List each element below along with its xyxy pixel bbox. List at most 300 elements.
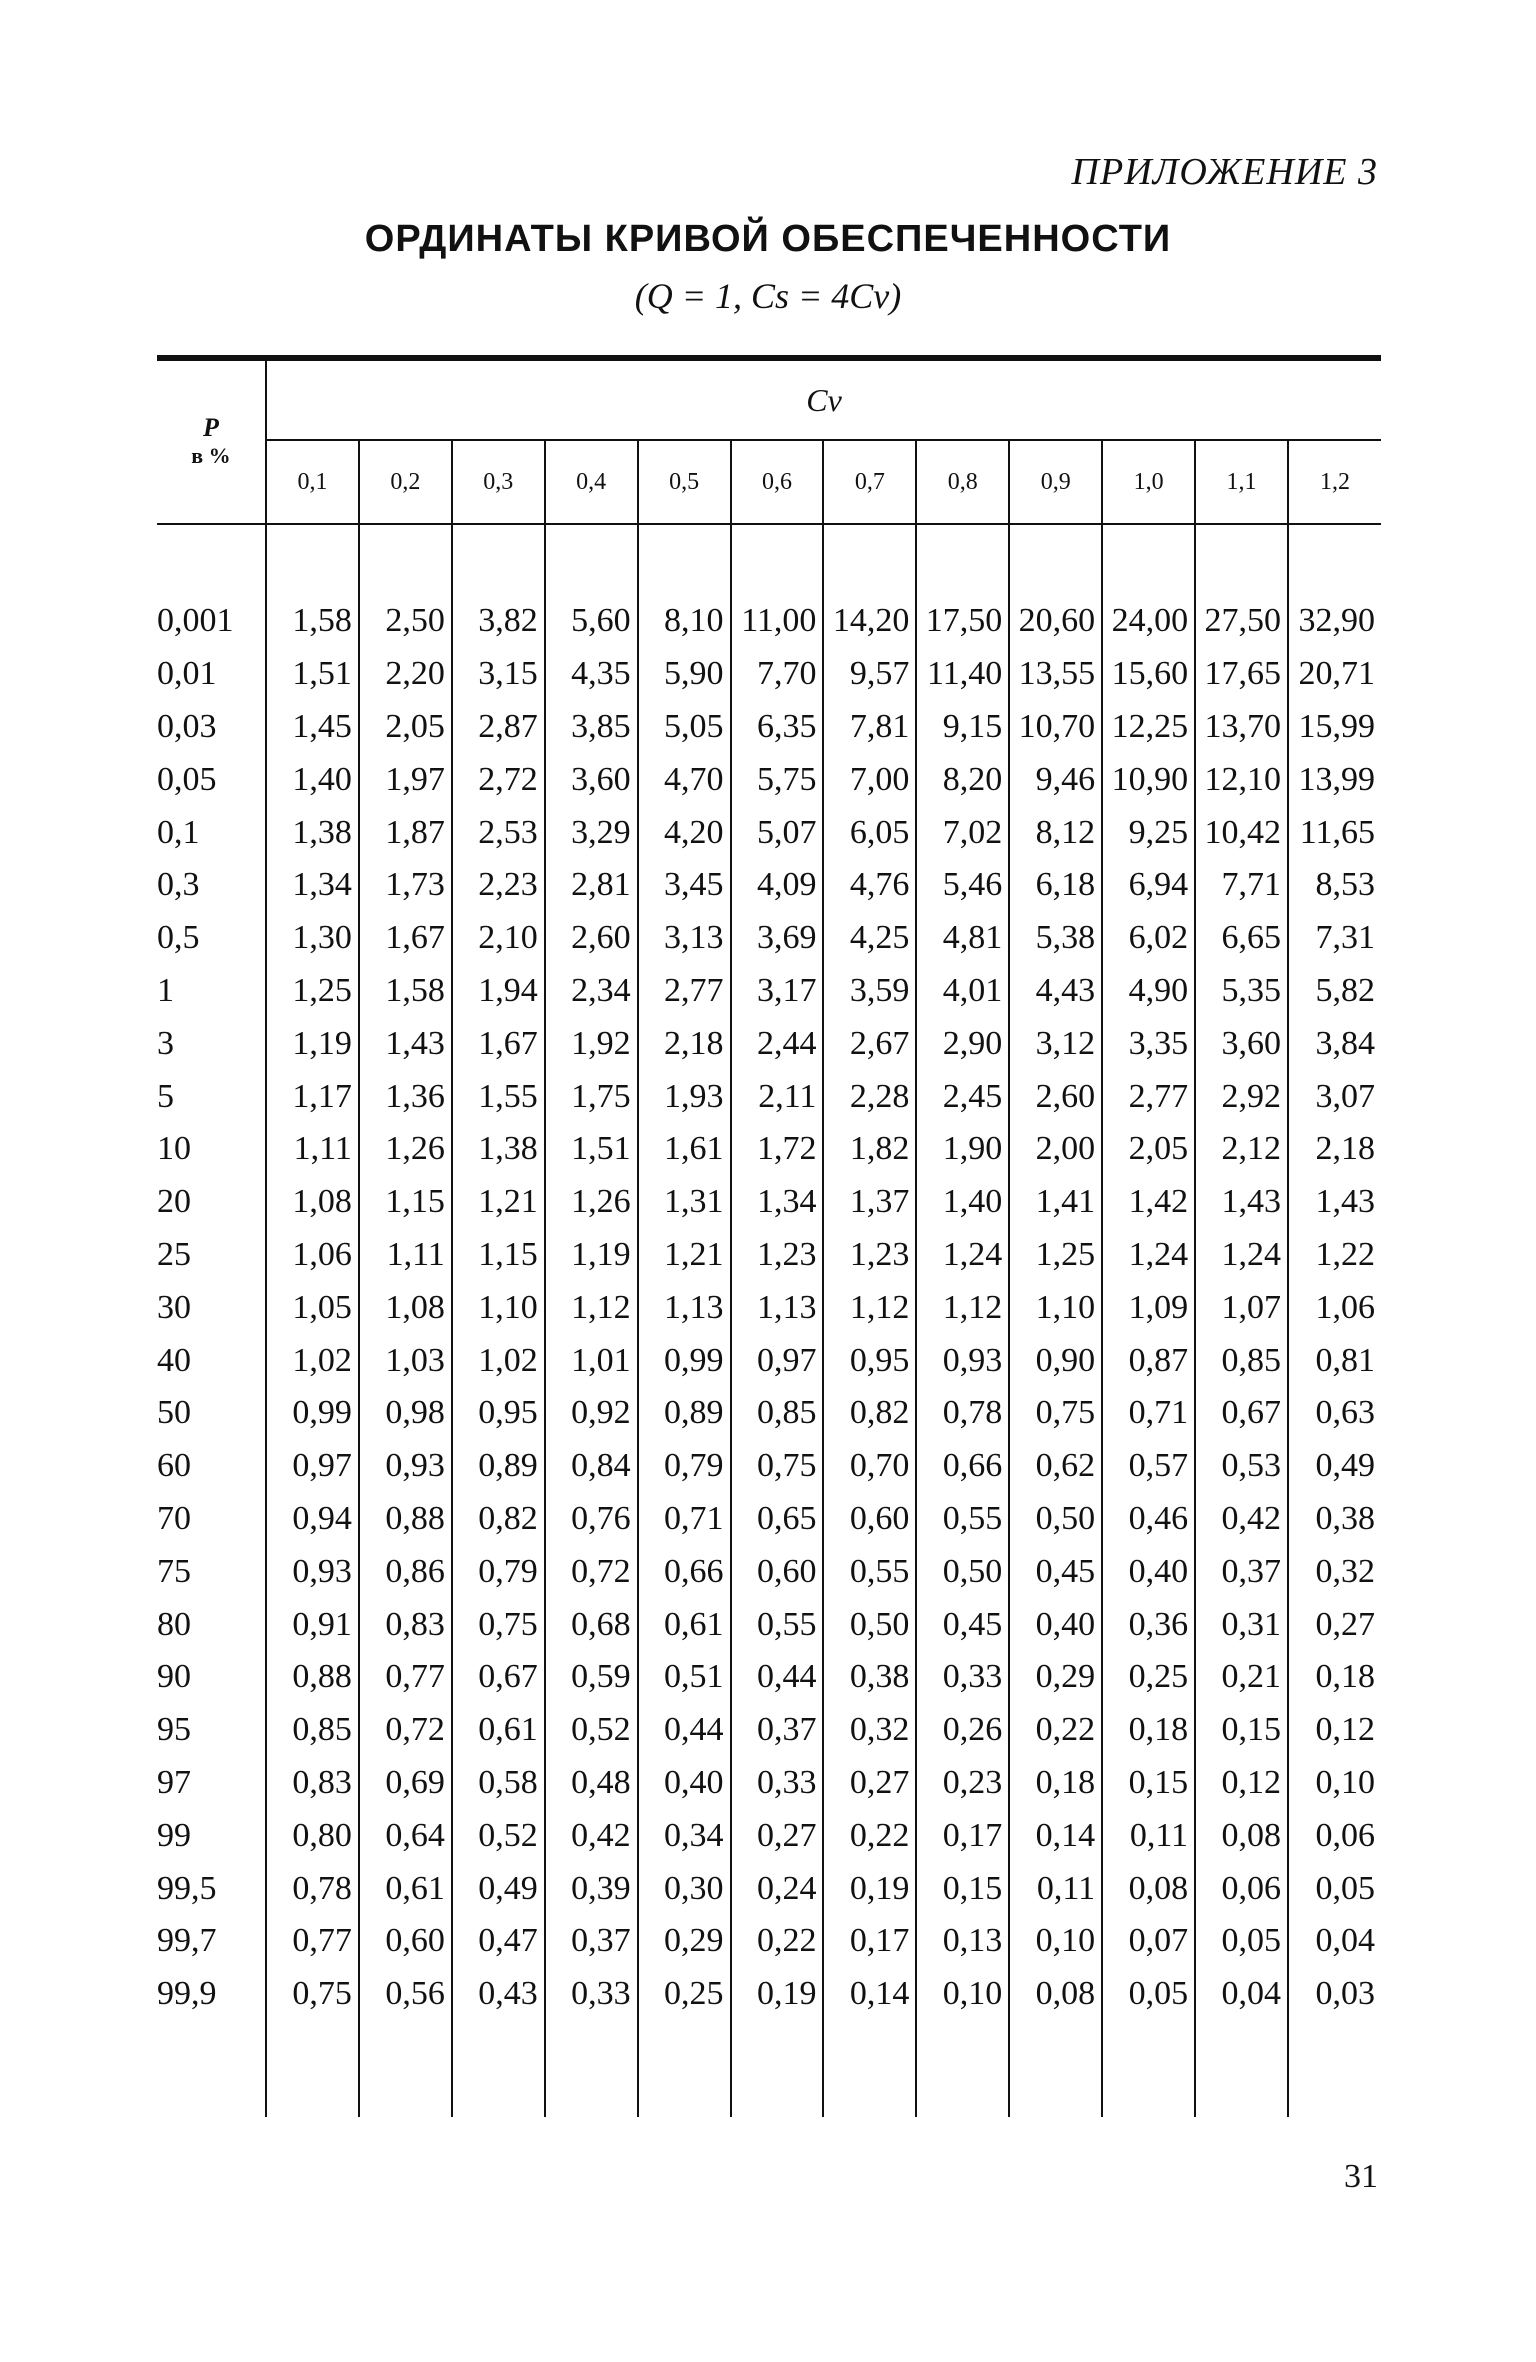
ordinate-cell: 0,37: [1195, 1545, 1288, 1598]
ordinate-cell: 0,97: [266, 1440, 359, 1493]
ordinate-cell: 0,12: [1195, 1757, 1288, 1810]
ordinate-cell: 4,81: [916, 912, 1009, 965]
ordinate-cell: 0,61: [359, 1862, 452, 1915]
ordinate-cell: 1,08: [266, 1176, 359, 1229]
ordinate-cell: 6,18: [1009, 859, 1102, 912]
ordinate-cell: 0,27: [1315, 1605, 1375, 1643]
p-value-cell: 0,3: [157, 859, 266, 912]
ordinate-cell: 3,82: [452, 595, 545, 648]
ordinate-cell: 14,20: [823, 595, 916, 648]
table-row: [157, 1704, 1381, 1757]
ordinate-cell: 0,80: [266, 1809, 359, 1862]
ordinate-cell: 5,07: [731, 806, 824, 859]
cv-header: Cv: [266, 361, 1381, 440]
ordinate-cell: 12,25: [1102, 701, 1195, 754]
ordinate-cell: 0,05: [1195, 1915, 1288, 1968]
ordinate-cell: 1,25: [266, 965, 359, 1018]
ordinate-cell: 0,60: [731, 1545, 824, 1598]
ordinate-cell: 0,71: [1102, 1387, 1195, 1440]
ordinate-cell: 27,50: [1195, 595, 1288, 648]
ordinate-cell: 1,02: [452, 1334, 545, 1387]
cv-column-header: 0,9: [1009, 440, 1102, 524]
ordinate-cell: 0,27: [731, 1809, 824, 1862]
cv-column-header: 0,4: [545, 440, 638, 524]
ordinate-cell: 1,90: [916, 1123, 1009, 1176]
ordinate-cell: 0,99: [266, 1387, 359, 1440]
ordinate-cell: 1,38: [452, 1123, 545, 1176]
ordinate-cell: 1,01: [545, 1334, 638, 1387]
table-row: [157, 595, 1381, 648]
ordinate-cell: 0,79: [452, 1545, 545, 1598]
ordinate-cell: 0,50: [916, 1545, 1009, 1598]
p-value-cell: 0,01: [157, 648, 266, 701]
ordinate-cell: 0,62: [1009, 1440, 1102, 1493]
ordinate-cell: 17,50: [916, 595, 1009, 648]
table-row: [157, 1070, 1381, 1123]
ordinate-cell: 0,55: [731, 1598, 824, 1651]
ordinate-cell: 13,99: [1298, 760, 1375, 798]
ordinate-cell: 10,70: [1009, 701, 1102, 754]
ordinate-cell: 0,38: [1315, 1499, 1375, 1537]
ordinate-cell: 0,25: [638, 1968, 731, 2021]
ordinate-cell: 3,13: [638, 912, 731, 965]
ordinate-cell: 0,89: [638, 1387, 731, 1440]
ordinate-cell: 1,08: [359, 1281, 452, 1334]
p-value-cell: 50: [157, 1387, 266, 1440]
ordinate-cell: 2,00: [1009, 1123, 1102, 1176]
ordinate-cell: 0,37: [545, 1915, 638, 1968]
ordinate-cell: 0,68: [545, 1598, 638, 1651]
table-row: [157, 1281, 1381, 1334]
table-body: [157, 524, 1381, 2117]
ordinate-cell: 9,15: [916, 701, 1009, 754]
ordinate-cell: 0,08: [1102, 1862, 1195, 1915]
ordinate-cell: 3,60: [1195, 1017, 1288, 1070]
ordinate-cell: 0,93: [359, 1440, 452, 1493]
ordinate-cell: 2,11: [731, 1070, 824, 1123]
ordinate-cell: 0,32: [823, 1704, 916, 1757]
ordinate-cell: 0,31: [1195, 1598, 1288, 1651]
ordinate-cell: 0,84: [545, 1440, 638, 1493]
ordinate-cell: 8,10: [638, 595, 731, 648]
p-value-cell: 99,9: [157, 1968, 266, 2021]
ordinate-cell: 0,58: [452, 1757, 545, 1810]
table-row: [157, 1387, 1381, 1440]
ordinate-cell: 1,87: [359, 806, 452, 859]
ordinate-cell: 3,29: [545, 806, 638, 859]
ordinate-cell: 0,64: [359, 1809, 452, 1862]
ordinate-cell: 0,32: [1315, 1552, 1375, 1590]
ordinate-cell: 2,90: [916, 1017, 1009, 1070]
ordinate-cell: 0,17: [916, 1809, 1009, 1862]
ordinate-cell: 1,03: [359, 1334, 452, 1387]
ordinate-cell: 1,34: [731, 1176, 824, 1229]
ordinate-cell: 0,75: [1009, 1387, 1102, 1440]
ordinate-cell: 0,04: [1315, 1922, 1375, 1960]
ordinate-cell: 2,87: [452, 701, 545, 754]
p-value-cell: 20: [157, 1176, 266, 1229]
ordinate-cell: 1,67: [452, 1017, 545, 1070]
ordinate-cell: 5,90: [638, 648, 731, 701]
ordinate-cell: 0,76: [545, 1493, 638, 1546]
ordinate-cell: 8,53: [1315, 866, 1375, 904]
ordinate-cell: 0,52: [452, 1809, 545, 1862]
ordinate-cell: 0,83: [266, 1757, 359, 1810]
probability-table: [157, 361, 1381, 2117]
table-row: [157, 912, 1381, 965]
ordinate-cell: 1,21: [452, 1176, 545, 1229]
ordinate-cell: 0,45: [1009, 1545, 1102, 1598]
ordinate-cell: 7,71: [1195, 859, 1288, 912]
ordinate-cell: 1,12: [545, 1281, 638, 1334]
ordinate-cell: 0,07: [1102, 1915, 1195, 1968]
page-title: ОРДИНАТЫ КРИВОЙ ОБЕСПЕЧЕННОСТИ: [364, 218, 1172, 260]
ordinate-cell: 1,11: [359, 1229, 452, 1282]
ordinate-cell: 1,58: [359, 965, 452, 1018]
table-row: [157, 1598, 1381, 1651]
table-tail-row: [157, 2021, 1381, 2117]
ordinate-cell: 0,56: [359, 1968, 452, 2021]
ordinate-cell: 0,14: [1009, 1809, 1102, 1862]
ordinate-cell: 0,49: [452, 1862, 545, 1915]
ordinate-cell: 2,20: [359, 648, 452, 701]
table-row: [157, 1915, 1381, 1968]
ordinate-cell: 0,48: [545, 1757, 638, 1810]
ordinate-cell: 2,18: [638, 1017, 731, 1070]
ordinate-cell: 0,15: [1195, 1704, 1288, 1757]
ordinate-cell: 0,25: [1102, 1651, 1195, 1704]
ordinate-cell: 1,92: [545, 1017, 638, 1070]
ordinate-cell: 0,39: [545, 1862, 638, 1915]
ordinate-cell: 0,82: [452, 1493, 545, 1546]
ordinate-cell: 4,01: [916, 965, 1009, 1018]
ordinate-cell: 0,08: [1009, 1968, 1102, 2021]
ordinate-cell: 5,05: [638, 701, 731, 754]
ordinate-cell: 3,15: [452, 648, 545, 701]
ordinate-cell: 0,98: [359, 1387, 452, 1440]
cv-column-header: 0,3: [452, 440, 545, 524]
ordinate-cell: 0,50: [823, 1598, 916, 1651]
table-row: [157, 859, 1381, 912]
ordinate-cell: 1,15: [359, 1176, 452, 1229]
ordinate-cell: 0,15: [1102, 1757, 1195, 1810]
ordinate-cell: 2,10: [452, 912, 545, 965]
ordinate-cell: 2,60: [1009, 1070, 1102, 1123]
table-row: [157, 1968, 1381, 2021]
ordinate-cell: 0,12: [1315, 1711, 1375, 1749]
ordinate-cell: 0,94: [266, 1493, 359, 1546]
ordinate-cell: 0,69: [359, 1757, 452, 1810]
ordinate-cell: 0,18: [1315, 1658, 1375, 1696]
ordinate-cell: 1,45: [266, 701, 359, 754]
ordinate-cell: 10,42: [1195, 806, 1288, 859]
ordinate-cell: 9,46: [1009, 753, 1102, 806]
ordinate-cell: 0,42: [1195, 1493, 1288, 1546]
ordinate-cell: 1,51: [266, 648, 359, 701]
ordinate-cell: 24,00: [1102, 595, 1195, 648]
ordinate-cell: 6,05: [823, 806, 916, 859]
ordinate-cell: 4,20: [638, 806, 731, 859]
table-row: [157, 1809, 1381, 1862]
ordinate-cell: 1,93: [638, 1070, 731, 1123]
ordinate-cell: 1,55: [452, 1070, 545, 1123]
ordinate-cell: 0,34: [638, 1809, 731, 1862]
ordinate-cell: 0,49: [1315, 1447, 1375, 1485]
ordinate-cell: 0,15: [916, 1862, 1009, 1915]
ordinate-cell: 0,59: [545, 1651, 638, 1704]
ordinate-cell: 1,06: [1315, 1288, 1375, 1326]
ordinate-cell: 3,60: [545, 753, 638, 806]
ordinate-cell: 0,53: [1195, 1440, 1288, 1493]
ordinate-cell: 1,12: [823, 1281, 916, 1334]
ordinate-cell: 5,46: [916, 859, 1009, 912]
ordinate-cell: 1,40: [266, 753, 359, 806]
ordinate-cell: 1,09: [1102, 1281, 1195, 1334]
ordinate-cell: 0,40: [638, 1757, 731, 1810]
ordinate-cell: 1,12: [916, 1281, 1009, 1334]
p-value-cell: 95: [157, 1704, 266, 1757]
ordinate-cell: 0,14: [823, 1968, 916, 2021]
cv-column-header: 1,2: [1288, 440, 1381, 524]
p-value-cell: 25: [157, 1229, 266, 1282]
ordinate-cell: 2,05: [359, 701, 452, 754]
ordinate-cell: 0,67: [1195, 1387, 1288, 1440]
cv-column-header: 0,2: [359, 440, 452, 524]
ordinate-cell: 1,67: [359, 912, 452, 965]
ordinate-cell: 0,05: [1315, 1869, 1375, 1907]
ordinate-cell: 0,66: [638, 1545, 731, 1598]
ordinate-cell: 2,12: [1195, 1123, 1288, 1176]
ordinate-cell: 0,75: [731, 1440, 824, 1493]
ordinate-cell: 0,29: [1009, 1651, 1102, 1704]
ordinate-cell: 1,34: [266, 859, 359, 912]
ordinate-cell: 5,38: [1009, 912, 1102, 965]
ordinate-cell: 2,05: [1102, 1123, 1195, 1176]
ordinate-cell: 0,18: [1009, 1757, 1102, 1810]
ordinate-cell: 3,69: [731, 912, 824, 965]
ordinate-cell: 1,15: [452, 1229, 545, 1282]
ordinate-cell: 0,46: [1102, 1493, 1195, 1546]
ordinate-cell: 11,00: [731, 595, 824, 648]
ordinate-cell: 0,26: [916, 1704, 1009, 1757]
ordinate-cell: 4,25: [823, 912, 916, 965]
ordinate-cell: 2,77: [1102, 1070, 1195, 1123]
ordinate-cell: 0,11: [1009, 1862, 1102, 1915]
ordinate-cell: 0,42: [545, 1809, 638, 1862]
table-row: [157, 1757, 1381, 1810]
ordinate-cell: 10,90: [1102, 753, 1195, 806]
ordinate-cell: 5,60: [545, 595, 638, 648]
ordinate-cell: 1,02: [266, 1334, 359, 1387]
table-row: [157, 1440, 1381, 1493]
ordinate-cell: 0,81: [1315, 1341, 1375, 1379]
ordinate-cell: 3,45: [638, 859, 731, 912]
ordinate-cell: 0,93: [916, 1334, 1009, 1387]
ordinate-cell: 0,65: [731, 1493, 824, 1546]
ordinate-cell: 5,82: [1315, 971, 1375, 1009]
ordinate-cell: 0,37: [731, 1704, 824, 1757]
ordinate-cell: 0,89: [452, 1440, 545, 1493]
ordinate-cell: 2,45: [916, 1070, 1009, 1123]
ordinate-cell: 1,11: [266, 1123, 359, 1176]
ordinate-cell: 1,30: [266, 912, 359, 965]
p-value-cell: 3: [157, 1017, 266, 1070]
table-row: [157, 1334, 1381, 1387]
ordinate-cell: 0,77: [359, 1651, 452, 1704]
ordinate-cell: 0,33: [916, 1651, 1009, 1704]
ordinate-cell: 0,52: [545, 1704, 638, 1757]
ordinate-cell: 7,70: [731, 648, 824, 701]
ordinate-cell: 0,93: [266, 1545, 359, 1598]
ordinate-cell: 0,23: [916, 1757, 1009, 1810]
ordinate-cell: 0,10: [1315, 1763, 1375, 1801]
p-header: [157, 361, 266, 524]
ordinate-cell: 6,35: [731, 701, 824, 754]
ordinate-cell: 1,43: [1315, 1183, 1375, 1221]
ordinate-cell: 1,94: [452, 965, 545, 1018]
cv-column-header: 1,1: [1195, 440, 1288, 524]
ordinate-cell: 0,06: [1195, 1862, 1288, 1915]
ordinate-cell: 1,07: [1195, 1281, 1288, 1334]
ordinate-cell: 0,04: [1195, 1968, 1288, 2021]
ordinate-cell: 3,07: [1315, 1077, 1375, 1115]
ordinate-cell: 1,19: [545, 1229, 638, 1282]
ordinate-cell: 13,70: [1195, 701, 1288, 754]
p-value-cell: 0,1: [157, 806, 266, 859]
ordinate-cell: 1,51: [545, 1123, 638, 1176]
ordinate-cell: 1,43: [359, 1017, 452, 1070]
table-row: [157, 1176, 1381, 1229]
ordinate-cell: 1,10: [1009, 1281, 1102, 1334]
ordinate-cell: 0,19: [823, 1862, 916, 1915]
ordinate-cell: 0,57: [1102, 1440, 1195, 1493]
ordinate-cell: 0,22: [823, 1809, 916, 1862]
ordinate-cell: 0,47: [452, 1915, 545, 1968]
ordinate-cell: 0,60: [359, 1915, 452, 1968]
ordinate-cell: 0,44: [638, 1704, 731, 1757]
ordinate-cell: 6,94: [1102, 859, 1195, 912]
ordinate-cell: 0,13: [916, 1915, 1009, 1968]
p-value-cell: 60: [157, 1440, 266, 1493]
ordinate-cell: 0,92: [545, 1387, 638, 1440]
ordinate-cell: 0,10: [916, 1968, 1009, 2021]
ordinate-cell: 0,67: [452, 1651, 545, 1704]
ordinate-cell: 0,99: [638, 1334, 731, 1387]
ordinate-cell: 15,60: [1102, 648, 1195, 701]
ordinate-cell: 20,71: [1298, 655, 1375, 693]
ordinate-cell: 0,88: [266, 1651, 359, 1704]
ordinate-cell: 4,35: [545, 648, 638, 701]
ordinate-cell: 2,18: [1315, 1130, 1375, 1168]
ordinate-cell: 32,90: [1298, 602, 1375, 640]
table-row: [157, 965, 1381, 1018]
ordinate-cell: 0,24: [731, 1862, 824, 1915]
ordinate-cell: 4,70: [638, 753, 731, 806]
ordinate-cell: 1,13: [638, 1281, 731, 1334]
ordinate-cell: 6,02: [1102, 912, 1195, 965]
ordinate-cell: 0,87: [1102, 1334, 1195, 1387]
ordinate-cell: 0,27: [823, 1757, 916, 1810]
ordinate-cell: 0,29: [638, 1915, 731, 1968]
ordinate-cell: 2,72: [452, 753, 545, 806]
ordinate-cell: 0,63: [1315, 1394, 1375, 1432]
ordinate-cell: 1,06: [266, 1229, 359, 1282]
table-row: [157, 1017, 1381, 1070]
p-value-cell: 40: [157, 1334, 266, 1387]
ordinate-cell: 1,05: [266, 1281, 359, 1334]
table-container: [157, 361, 1381, 2126]
ordinate-cell: 0,83: [359, 1598, 452, 1651]
ordinate-cell: 1,13: [731, 1281, 824, 1334]
table-row: [157, 701, 1381, 754]
ordinate-cell: 0,60: [823, 1493, 916, 1546]
ordinate-cell: 0,11: [1102, 1809, 1195, 1862]
appendix-label: ПРИЛОЖЕНИЕ 3: [1071, 151, 1378, 193]
ordinate-cell: 0,38: [823, 1651, 916, 1704]
ordinate-cell: 1,38: [266, 806, 359, 859]
table-row: [157, 1545, 1381, 1598]
ordinate-cell: 3,84: [1315, 1024, 1375, 1062]
ordinate-cell: 0,50: [1009, 1493, 1102, 1546]
p-value-cell: 99,5: [157, 1862, 266, 1915]
cv-column-header: 0,5: [638, 440, 731, 524]
ordinate-cell: 11,65: [1299, 813, 1375, 851]
ordinate-cell: 0,79: [638, 1440, 731, 1493]
ordinate-cell: 2,23: [452, 859, 545, 912]
ordinate-cell: 0,91: [266, 1598, 359, 1651]
p-value-cell: 99,7: [157, 1915, 266, 1968]
ordinate-cell: 3,35: [1102, 1017, 1195, 1070]
ordinate-cell: 11,40: [916, 648, 1009, 701]
ordinate-cell: 0,97: [731, 1334, 824, 1387]
ordinate-cell: 5,75: [731, 753, 824, 806]
p-value-cell: 10: [157, 1123, 266, 1176]
ordinate-cell: 0,10: [1009, 1915, 1102, 1968]
ordinate-cell: 1,24: [1102, 1229, 1195, 1282]
ordinate-cell: 1,61: [638, 1123, 731, 1176]
p-value-cell: 80: [157, 1598, 266, 1651]
ordinate-cell: 15,99: [1298, 707, 1375, 745]
cv-column-header: 1,0: [1102, 440, 1195, 524]
ordinate-cell: 4,76: [823, 859, 916, 912]
ordinate-cell: 8,20: [916, 753, 1009, 806]
ordinate-cell: 0,05: [1102, 1968, 1195, 2021]
ordinate-cell: 0,08: [1195, 1809, 1288, 1862]
ordinate-cell: 2,50: [359, 595, 452, 648]
ordinate-cell: 1,23: [823, 1229, 916, 1282]
ordinate-cell: 20,60: [1009, 595, 1102, 648]
ordinate-cell: 0,72: [359, 1704, 452, 1757]
cv-column-header-row: [157, 440, 1381, 524]
table-row: [157, 1493, 1381, 1546]
ordinate-cell: 1,26: [545, 1176, 638, 1229]
ordinate-cell: 2,28: [823, 1070, 916, 1123]
cv-column-header: 0,8: [916, 440, 1009, 524]
table-row: [157, 1229, 1381, 1282]
p-value-cell: 97: [157, 1757, 266, 1810]
ordinate-cell: 0,61: [452, 1704, 545, 1757]
ordinate-cell: 4,43: [1009, 965, 1102, 1018]
ordinate-cell: 2,60: [545, 912, 638, 965]
p-value-cell: 5: [157, 1070, 266, 1123]
page-number: 31: [1344, 2158, 1378, 2195]
p-value-cell: 0,001: [157, 595, 266, 648]
ordinate-cell: 1,17: [266, 1070, 359, 1123]
ordinate-cell: 0,06: [1315, 1816, 1375, 1854]
p-value-cell: 0,03: [157, 701, 266, 754]
ordinate-cell: 0,18: [1102, 1704, 1195, 1757]
table-row: [157, 1862, 1381, 1915]
